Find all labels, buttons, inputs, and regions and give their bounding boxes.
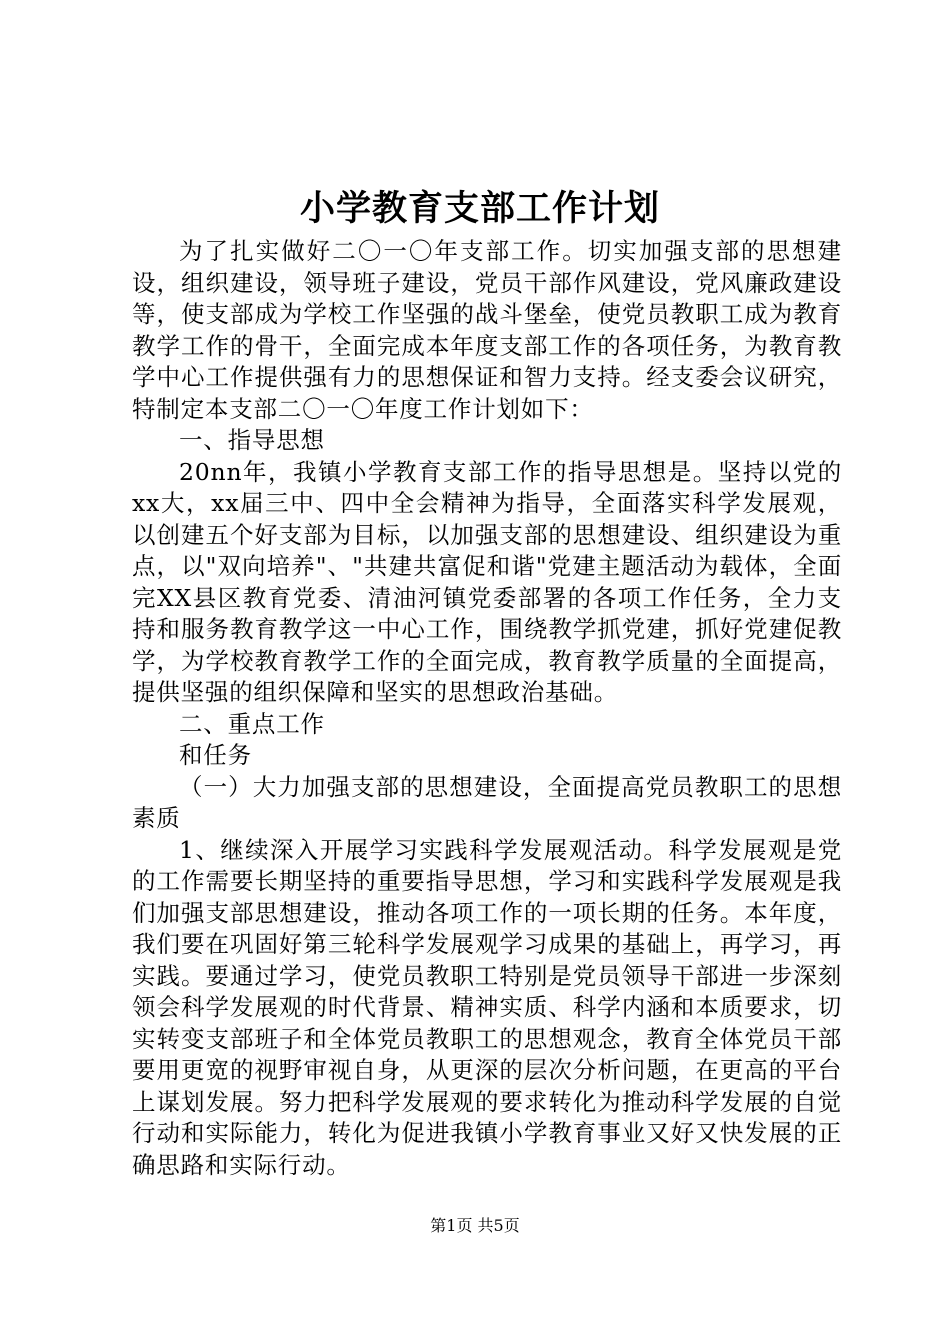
intro-paragraph: 为了扎实做好二〇一〇年支部工作。切实加强支部的思想建设，组织建设，领导班子建设，党员干部作风建设，党风廉政建设等，使支部成为学校工作坚强的战斗堡垒，使党员教职工成为教育教学工作的骨干，全面完成本年度支部工作的各项任务，为教育教学中心工作提供强有力的思想保证和智力支持。经支委会议研究，特制定本支部二〇一〇年度工作计划如下： [132, 237, 842, 423]
document-title: 小学教育支部工作计划 [299, 188, 660, 229]
item-1-paragraph: 1、继续深入开展学习实践科学发展观活动。科学发展观是党的工作需要长期坚持的重要指导思想，学习和实践科学发展观是我们加强支部思想建设，推动各项工作的一项长期的任务。本年度，我们要在巩固好第三轮科学发展观学习成果的基础上，再学习，再实践。要通过学习，使党员教职工特别是党员领导干部进一步深刻领会科学发展观的时代背景、精神实质、科学内涵和本质要求，切实转变支部班子和全体党员教职工的思想观念，教育全体党员干部要用更宽的视野审视自身，从更深的层次分析问题，在更高的平台上谋划发展。努力把科学发展观的要求转化为推动科学发展的自觉行动和实际能力，转化为促进我镇小学教育事业又好又快发展的正确思路和实际行动。 [132, 835, 842, 1179]
section-heading-guiding-thought: 一、指导思想 [179, 426, 325, 454]
section-heading-key-work-continued: 和任务 [179, 741, 252, 769]
section-heading-key-work: 二、重点工作 [179, 709, 325, 738]
document-body [132, 236, 842, 1181]
subsection-heading-ideological-building: （一）大力加强支部的思想建设，全面提高党员教职工的思想素质 [132, 772, 842, 832]
guiding-thought-paragraph: 20nn年，我镇小学教育支部工作的指导思想是。坚持以党的xx大，xx届三中、四中全会精神为指导，全面落实科学发展观，以创建五个好支部为目标，以加强支部的思想建设、组织建设为重点，以"双向培养"、"共建共富促和谐"党建主题活动为载体，全面完XX县区教育党委、清油河镇党委部署的各项工作任务，全力支持和服务教育教学这一中心工作，围绕教学抓党建，抓好党建促教学，为学校教育教学工作的全面完成，教育教学质量的全面提高，提供坚强的组织保障和坚实的思想政治基础。 [132, 457, 842, 706]
page-number-footer: 第1页 共5页 [430, 1216, 520, 1235]
